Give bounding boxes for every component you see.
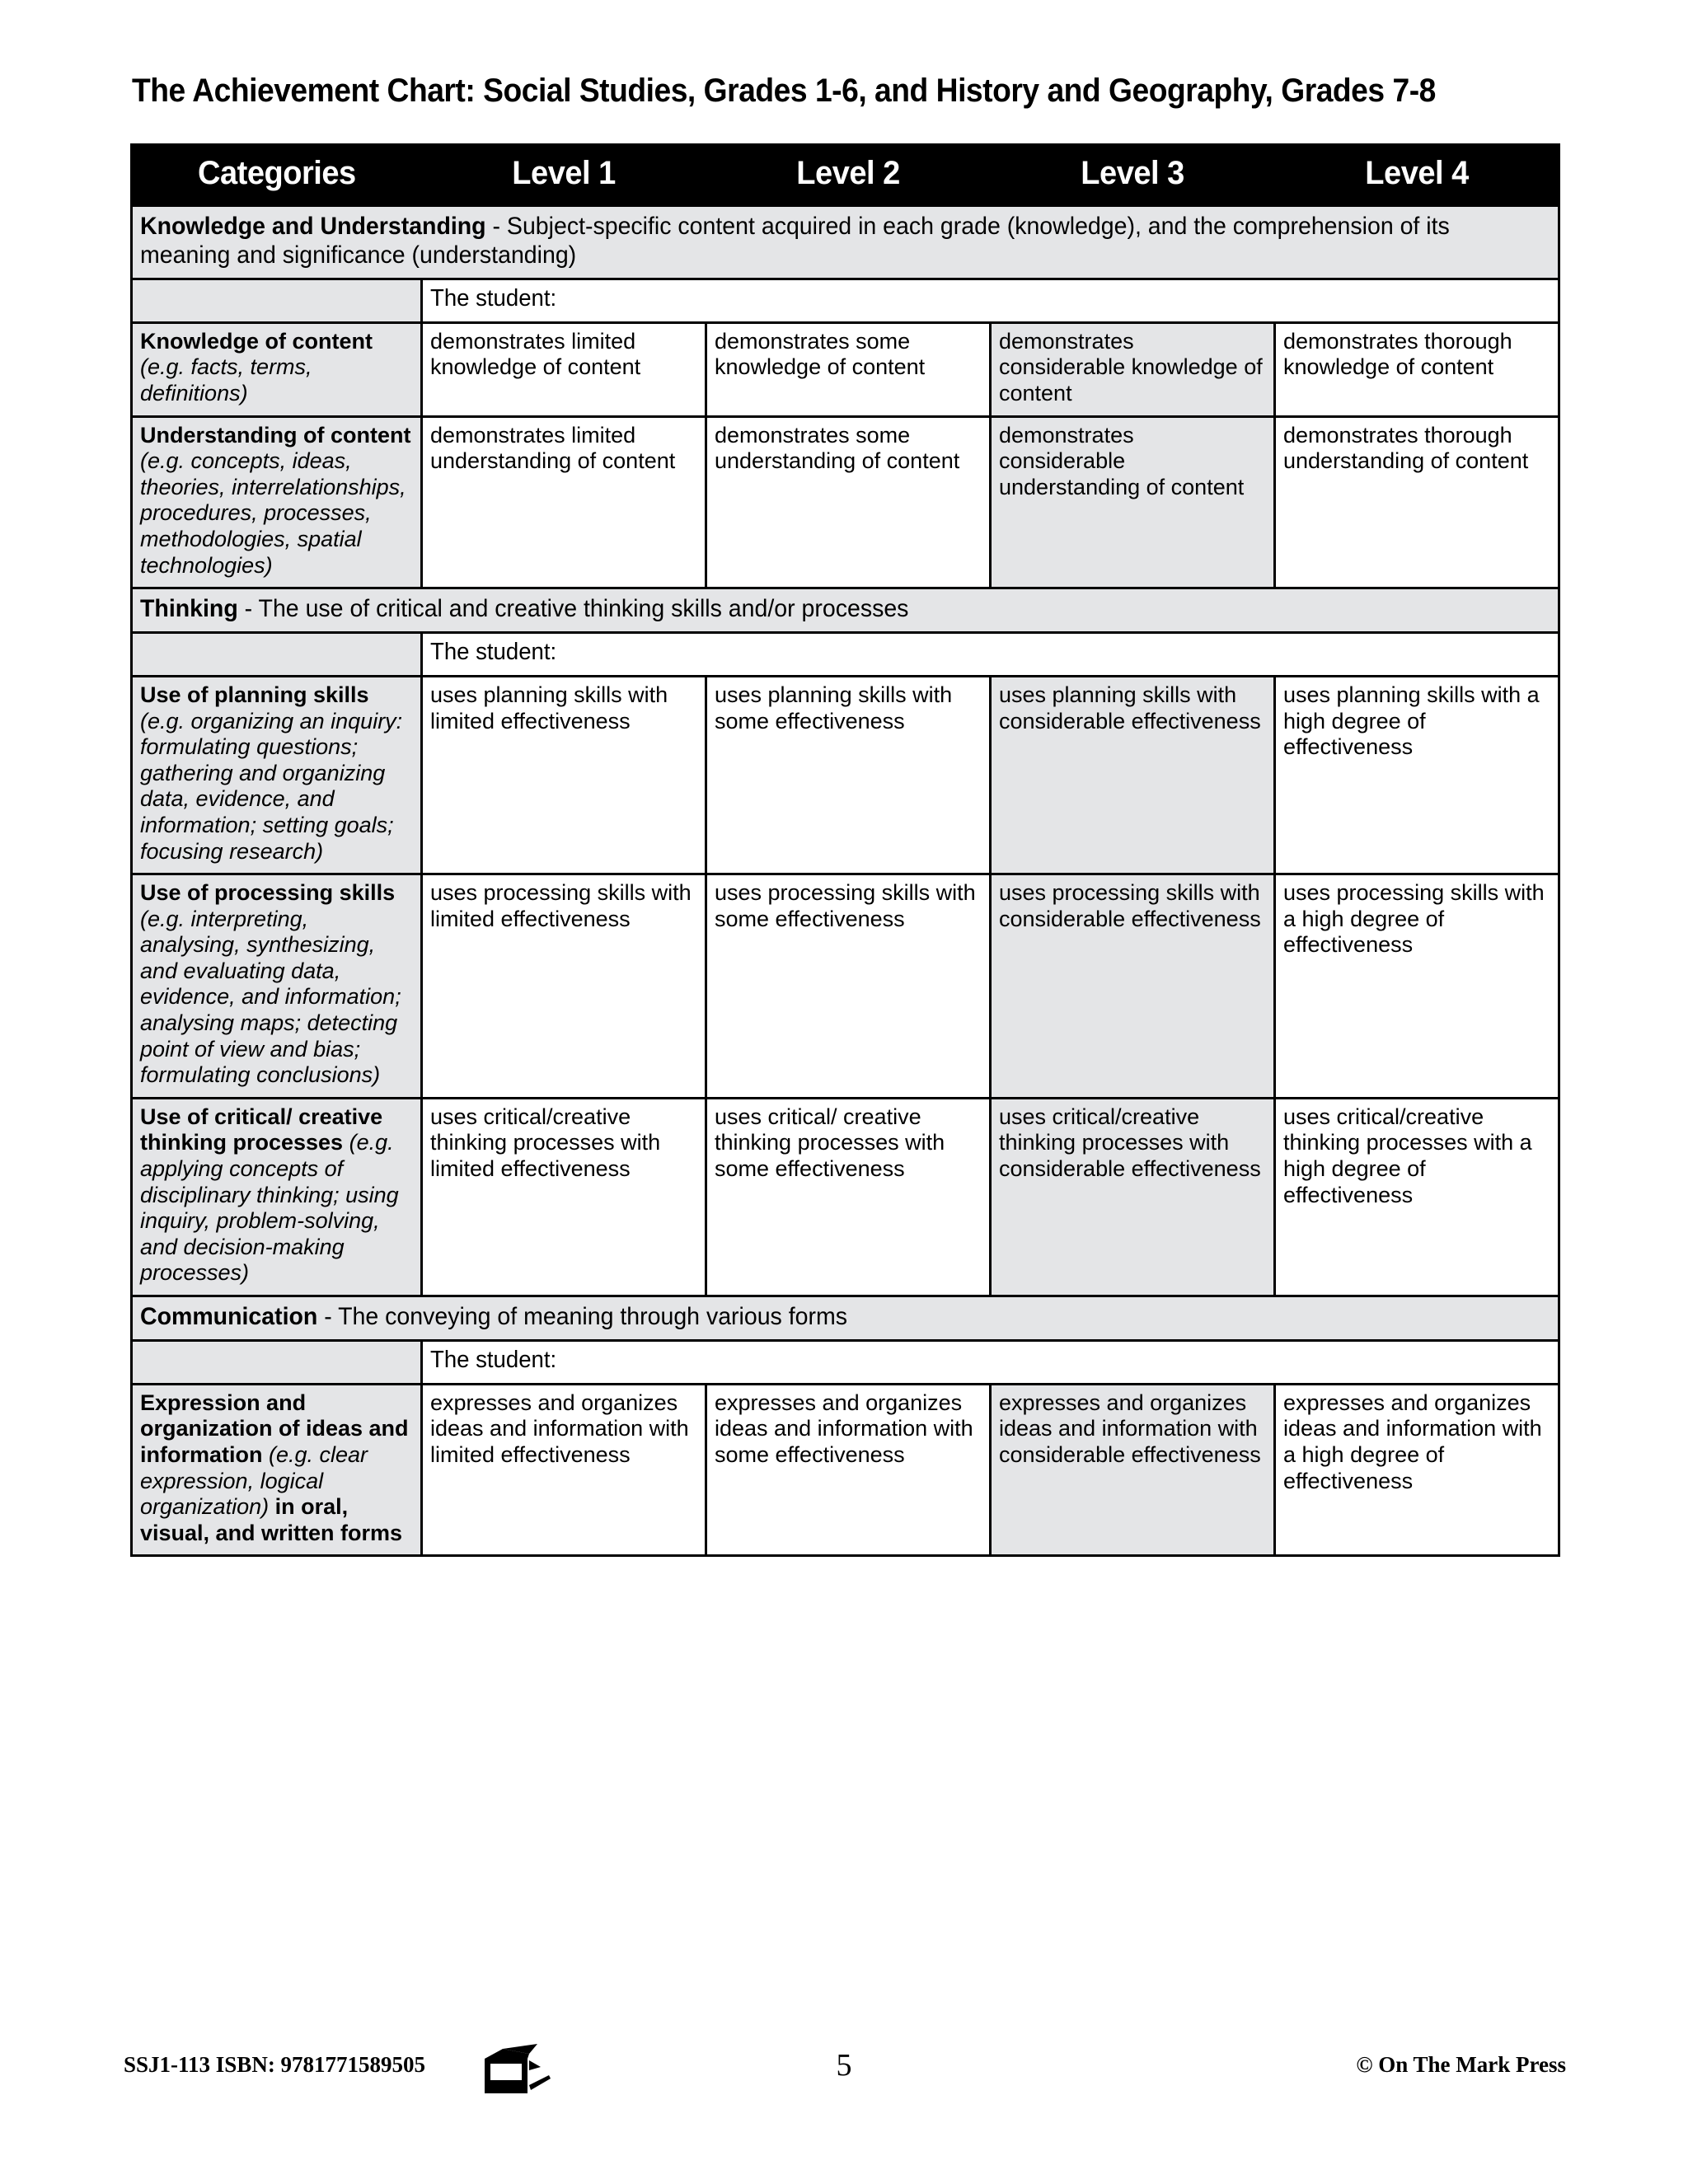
descriptor-expression-level3: expresses and organizes ideas and information with considerable effectiveness: [991, 1384, 1275, 1555]
student-label-thinking: [422, 633, 1559, 677]
section-header-row-communication: [132, 1296, 1559, 1340]
section-heading-bold-knowledge: Knowledge and Understanding: [140, 212, 486, 240]
descriptor-understanding-of-content-level4: demonstrates thorough understanding of content: [1275, 416, 1559, 588]
descriptor-understanding-of-content-level1: demonstrates limited understanding of content: [422, 416, 706, 588]
empty-category-cell-knowledge: [132, 279, 422, 322]
descriptor-critical-creative-level3: uses critical/creative thinking processes with considerable effectiveness: [991, 1098, 1275, 1296]
table-row: [132, 1098, 1559, 1296]
footer-copyright: © On The Mark Press: [1356, 2052, 1566, 2077]
page-title: The Achievement Chart: Social Studies, Grades 1-6, and History and Geography, Grades 7-8: [132, 73, 1436, 109]
descriptor-critical-creative-level2: uses critical/ creative thinking processes with some effectiveness: [706, 1098, 991, 1296]
descriptor-use-of-planning-skills-level1: uses planning skills with limited effectiveness: [422, 677, 706, 874]
student-label-text-thinking: The student:: [430, 639, 557, 666]
table-row: [132, 416, 1559, 588]
student-label-row-knowledge: [132, 279, 1559, 322]
table-body: [132, 205, 1559, 1556]
descriptor-understanding-of-content-level2: demonstrates some understanding of content: [706, 416, 991, 588]
category-bold-tail-expression-and-organization: in oral, visual, and written forms: [140, 1494, 403, 1545]
category-italic-understanding-of-content: (e.g. concepts, ideas, theories, interrelationships, procedures, processes, methodologies, spatial technologies): [140, 448, 406, 578]
category-cell-expression-and-organization-of-ideas: [132, 1384, 422, 1555]
section-heading-communication: [132, 1296, 1559, 1340]
category-cell-knowledge-of-content: [132, 322, 422, 416]
page-number: 5: [836, 2048, 852, 2083]
category-italic-knowledge-of-content: (e.g. facts, terms, definitions): [140, 354, 312, 406]
column-header-level1-label: Level 1: [512, 155, 616, 191]
category-bold-knowledge-of-content: Knowledge of content: [140, 328, 373, 354]
section-heading-rest-knowledge: - Subject-specific content acquired in each grade (knowledge), and the comprehension of its meaning and significance (understanding): [140, 212, 1450, 269]
section-heading-bold-communication: Communication: [140, 1302, 318, 1330]
table-row: [132, 677, 1559, 874]
descriptor-expression-level4: expresses and organizes ideas and information with a high degree of effectiveness: [1275, 1384, 1559, 1555]
category-cell-use-of-planning-skills: [132, 677, 422, 874]
table-row: [132, 874, 1559, 1099]
category-italic-use-of-planning-skills: (e.g. organizing an inquiry: formulating questions; gathering and organizing data, evidence, and information; setting goals; focusing research): [140, 708, 403, 864]
footer-isbn: SSJ1-113 ISBN: 9781771589505: [124, 2052, 426, 2077]
section-heading-bold-thinking: Thinking: [140, 595, 238, 623]
section-header-row-thinking: [132, 588, 1559, 633]
column-header-level4: [1275, 145, 1559, 206]
descriptor-critical-creative-level1: uses critical/creative thinking processes with limited effectiveness: [422, 1098, 706, 1296]
column-header-level2-label: Level 2: [796, 155, 900, 191]
empty-category-cell-communication: [132, 1340, 422, 1384]
table-row: [132, 1384, 1559, 1555]
category-italic-use-of-processing-skills: (e.g. interpreting, analysing, synthesizing, and evaluating data, evidence, and information; analysing maps; detecting point of view and bias; formulating conclusions): [140, 906, 401, 1088]
student-label-row-communication: [132, 1340, 1559, 1384]
achievement-chart-table: [130, 143, 1560, 1557]
category-bold-expression-and-organization: Expression and organization of ideas and information: [140, 1390, 409, 1468]
table-row: [132, 322, 1559, 416]
descriptor-expression-level2: expresses and organizes ideas and information with some effectiveness: [706, 1384, 991, 1555]
student-label-text-knowledge: The student:: [430, 284, 557, 312]
section-heading-rest-communication: - The conveying of meaning through various forms: [317, 1302, 847, 1330]
descriptor-use-of-processing-skills-level4: uses processing skills with a high degree of effectiveness: [1275, 874, 1559, 1099]
category-bold-use-of-critical-creative-thinking-processes: Use of critical/ creative thinking processes: [140, 1104, 383, 1155]
empty-category-cell-thinking: [132, 633, 422, 677]
descriptor-knowledge-of-content-level4: demonstrates thorough knowledge of content: [1275, 322, 1559, 416]
descriptor-use-of-processing-skills-level1: uses processing skills with limited effectiveness: [422, 874, 706, 1099]
student-label-row-thinking: [132, 633, 1559, 677]
column-header-level3-label: Level 3: [1081, 155, 1184, 191]
descriptor-use-of-processing-skills-level2: uses processing skills with some effectiveness: [706, 874, 991, 1099]
descriptor-knowledge-of-content-level1: demonstrates limited knowledge of content: [422, 322, 706, 416]
category-italic-use-of-critical-creative-thinking-processes: (e.g. applying concepts of disciplinary thinking; using inquiry, problem-solving, and decision-making processes): [140, 1130, 399, 1286]
category-italic-expression-and-organization: (e.g. clear expression, logical organization): [140, 1442, 368, 1520]
descriptor-use-of-planning-skills-level4: uses planning skills with a high degree of effectiveness: [1275, 677, 1559, 874]
column-header-categories: [132, 145, 422, 206]
section-heading-knowledge-and-understanding: [132, 205, 1559, 279]
category-cell-use-of-critical-creative-thinking-processes: [132, 1098, 422, 1296]
student-label-communication: [422, 1340, 1559, 1384]
descriptor-expression-level1: expresses and organizes ideas and information with limited effectiveness: [422, 1384, 706, 1555]
descriptor-knowledge-of-content-level2: demonstrates some knowledge of content: [706, 322, 991, 416]
category-cell-understanding-of-content: [132, 416, 422, 588]
category-bold-use-of-processing-skills: Use of processing skills: [140, 880, 396, 906]
category-bold-understanding-of-content: Understanding of content: [140, 422, 411, 448]
section-heading-thinking: [132, 588, 1559, 633]
column-header-categories-label: Categories: [197, 155, 356, 191]
category-cell-use-of-processing-skills: [132, 874, 422, 1099]
page-footer: [0, 2042, 1688, 2100]
student-label-knowledge: [422, 279, 1559, 322]
table-header-row: [132, 145, 1559, 206]
descriptor-understanding-of-content-level3: demonstrates considerable understanding of content: [991, 416, 1275, 588]
section-heading-rest-thinking: - The use of critical and creative thinking skills and/or processes: [237, 595, 909, 623]
student-label-text-communication: The student:: [430, 1346, 557, 1373]
column-header-level1: [422, 145, 706, 206]
descriptor-critical-creative-level4: uses critical/creative thinking processes with a high degree of effectiveness: [1275, 1098, 1559, 1296]
column-header-level4-label: Level 4: [1365, 155, 1469, 191]
descriptor-use-of-planning-skills-level3: uses planning skills with considerable effectiveness: [991, 677, 1275, 874]
section-header-row-knowledge-and-understanding: [132, 205, 1559, 279]
column-header-level2: [706, 145, 991, 206]
descriptor-use-of-processing-skills-level3: uses processing skills with considerable effectiveness: [991, 874, 1275, 1099]
descriptor-use-of-planning-skills-level2: uses planning skills with some effectiveness: [706, 677, 991, 874]
column-header-level3: [991, 145, 1275, 206]
descriptor-knowledge-of-content-level3: demonstrates considerable knowledge of content: [991, 322, 1275, 416]
category-bold-use-of-planning-skills: Use of planning skills: [140, 682, 369, 708]
